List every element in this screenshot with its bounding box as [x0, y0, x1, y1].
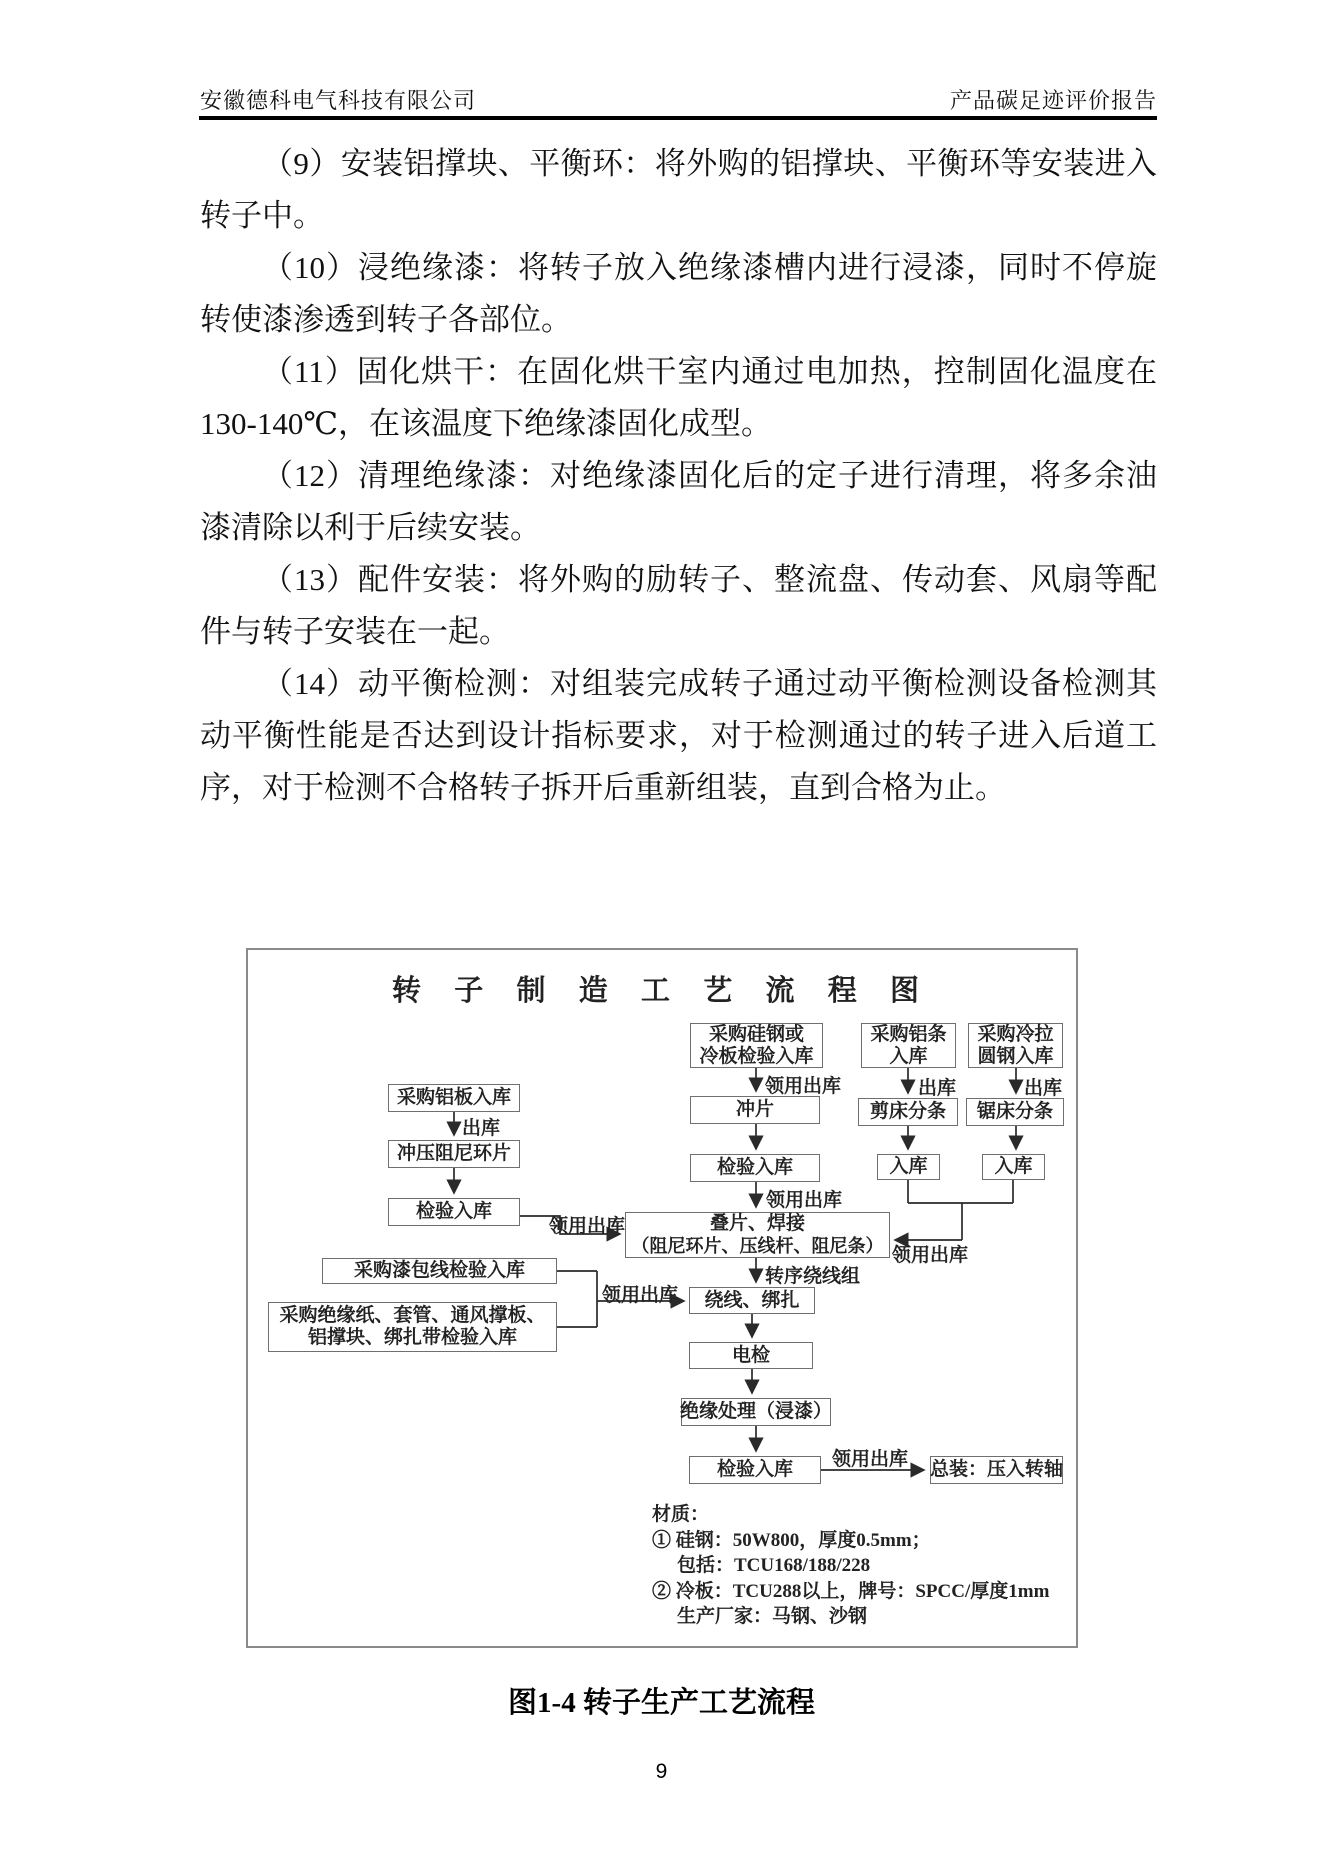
- box-line: 铝撑块、绑扎带检验入库: [307, 1327, 517, 1348]
- flowchart-box-damping-ring-stamping: [388, 1140, 520, 1168]
- edge-label-requisition-out-2: 领用出库: [766, 1190, 843, 1211]
- box-line: 圆钢入库: [977, 1045, 1054, 1067]
- box-line: 采购冷拉: [977, 1023, 1054, 1045]
- box-line: 冲压阻尼环片: [396, 1143, 511, 1164]
- box-line: 入库: [889, 1045, 928, 1067]
- edge-label-out-1: 出库: [918, 1078, 957, 1099]
- body-text: [200, 138, 1157, 814]
- paragraph-11: （11）固化烘干：在固化烘干室内通过电加热，控制固化温度在130-140℃，在该温度下绝缘漆固化成型。: [200, 354, 1157, 441]
- box-line: 采购漆包线检验入库: [353, 1260, 525, 1281]
- box-line: 采购铝板入库: [396, 1087, 511, 1108]
- edge-label-requisition-out-5: 领用出库: [602, 1285, 679, 1306]
- box-line: 冷板检验入库: [699, 1045, 814, 1067]
- box-line: 锯床分条: [976, 1101, 1053, 1122]
- paragraph-13: （13）配件安装：将外购的励转子、整流盘、传动套、风扇等配件与转子安装在一起。: [200, 562, 1157, 649]
- box-line: 采购硅钢或: [708, 1023, 804, 1045]
- edge-label-out-3: 出库: [462, 1118, 501, 1139]
- box-line: 绕线、绑扎: [704, 1289, 800, 1311]
- box-line: 检验入库: [716, 1157, 793, 1178]
- edge-label-requisition-out-6: 领用出库: [832, 1449, 909, 1470]
- flowchart-box-inspection-warehousing-left: [388, 1198, 520, 1226]
- paragraph-14: （14）动平衡检测：对组装完成转子通过动平衡检测设备检测其动平衡性能是否达到设计指标要求，对于检测通过的转子进入后道工序，对于检测不合格转子拆开后重新组装，直到合格为止。: [200, 666, 1157, 805]
- flowchart-box-warehousing-strip: [877, 1154, 940, 1180]
- materials-note: [652, 1502, 1049, 1630]
- header-rule: [199, 116, 1157, 120]
- materials-heading: 材质：: [652, 1504, 710, 1525]
- flowchart-box-punching: [690, 1096, 820, 1124]
- edge-label-out-2: 出库: [1024, 1078, 1063, 1099]
- header-company: 安徽德科电气科技有限公司: [200, 88, 477, 113]
- edge-label-requisition-out-3: 领用出库: [549, 1216, 626, 1237]
- box-line: 绝缘处理（浸漆）: [680, 1401, 833, 1422]
- box-line: 检验入库: [415, 1201, 492, 1222]
- materials-line-manufacturers: 生产厂家：马钢、沙钢: [677, 1606, 868, 1627]
- flowchart-box-shear-slitting: [858, 1098, 958, 1126]
- paragraph-12: （12）清理绝缘漆：对绝缘漆固化后的定子进行清理，将多余油漆清除以利于后续安装。: [200, 458, 1157, 545]
- flowchart-title: 转 子 制 造 工 艺 流 程 图: [391, 975, 932, 1007]
- flowchart-box-final-assembly: [930, 1456, 1063, 1484]
- edge-label-requisition-out-4: 领用出库: [892, 1245, 969, 1266]
- edge-label-transfer-winding-group: 转序绕线组: [765, 1266, 861, 1287]
- header-report-title: 产品碳足迹评价报告: [949, 88, 1157, 113]
- box-line: 入库: [889, 1156, 928, 1177]
- materials-line-silicon-steel: ① 硅钢：50W800，厚度0.5mm；: [652, 1529, 931, 1551]
- box-line: 冲片: [735, 1099, 774, 1120]
- paragraph-9: （9）安装铝撑块、平衡环：将外购的铝撑块、平衡环等安装进入转子中。: [200, 146, 1157, 233]
- box-line: （阻尼环片、压线杆、阻尼条）: [631, 1236, 884, 1256]
- flowchart-box-purchase-insulation-materials: [268, 1302, 557, 1352]
- flowchart-box-saw-slitting: [966, 1098, 1064, 1126]
- flowchart-box-winding-binding: [689, 1287, 815, 1314]
- flowchart-box-warehousing-steel: [982, 1154, 1045, 1180]
- flowchart-box-insulation-treatment: [681, 1398, 831, 1426]
- figure-caption: 图1-4 转子生产工艺流程: [508, 1687, 815, 1719]
- box-line: 剪床分条: [869, 1101, 946, 1122]
- box-line: 总装：压入转轴: [930, 1459, 1064, 1480]
- box-line: 采购铝条: [870, 1023, 947, 1045]
- materials-line-includes: 包括：TCU168/188/228: [677, 1555, 871, 1576]
- materials-line-cold-plate: ② 冷板：TCU288以上，牌号：SPCC/厚度1mm: [652, 1580, 1050, 1602]
- flowchart-box-purchase-cold-drawn-steel: [968, 1023, 1063, 1068]
- paragraph-10: （10）浸绝缘漆：将转子放入绝缘漆槽内进行浸漆，同时不停旋转使漆渗透到转子各部位。: [200, 250, 1157, 337]
- box-line: 采购绝缘纸、套管、通风撑板、: [279, 1305, 546, 1326]
- box-line: 入库: [994, 1156, 1033, 1177]
- flowchart-box-inspection-warehousing-mid: [690, 1154, 820, 1182]
- flowchart-box-electrical-inspection: [689, 1342, 813, 1369]
- page-number: 9: [655, 1760, 668, 1783]
- flowchart-box-purchase-aluminum-plate: [388, 1084, 520, 1112]
- flowchart-box-purchase-aluminum-strip: [861, 1023, 956, 1068]
- flowchart-box-purchase-silicon-steel: [690, 1023, 823, 1068]
- box-line: 叠片、焊接: [709, 1213, 805, 1234]
- box-line: 检验入库: [716, 1459, 793, 1480]
- edge-label-requisition-out-1: 领用出库: [765, 1076, 842, 1097]
- flowchart-box-inspection-warehousing-bottom: [689, 1456, 821, 1484]
- flowchart-box-purchase-enameled-wire: [322, 1258, 557, 1284]
- flowchart-box-stacking-welding: [625, 1212, 890, 1258]
- box-line: 电检: [731, 1344, 770, 1366]
